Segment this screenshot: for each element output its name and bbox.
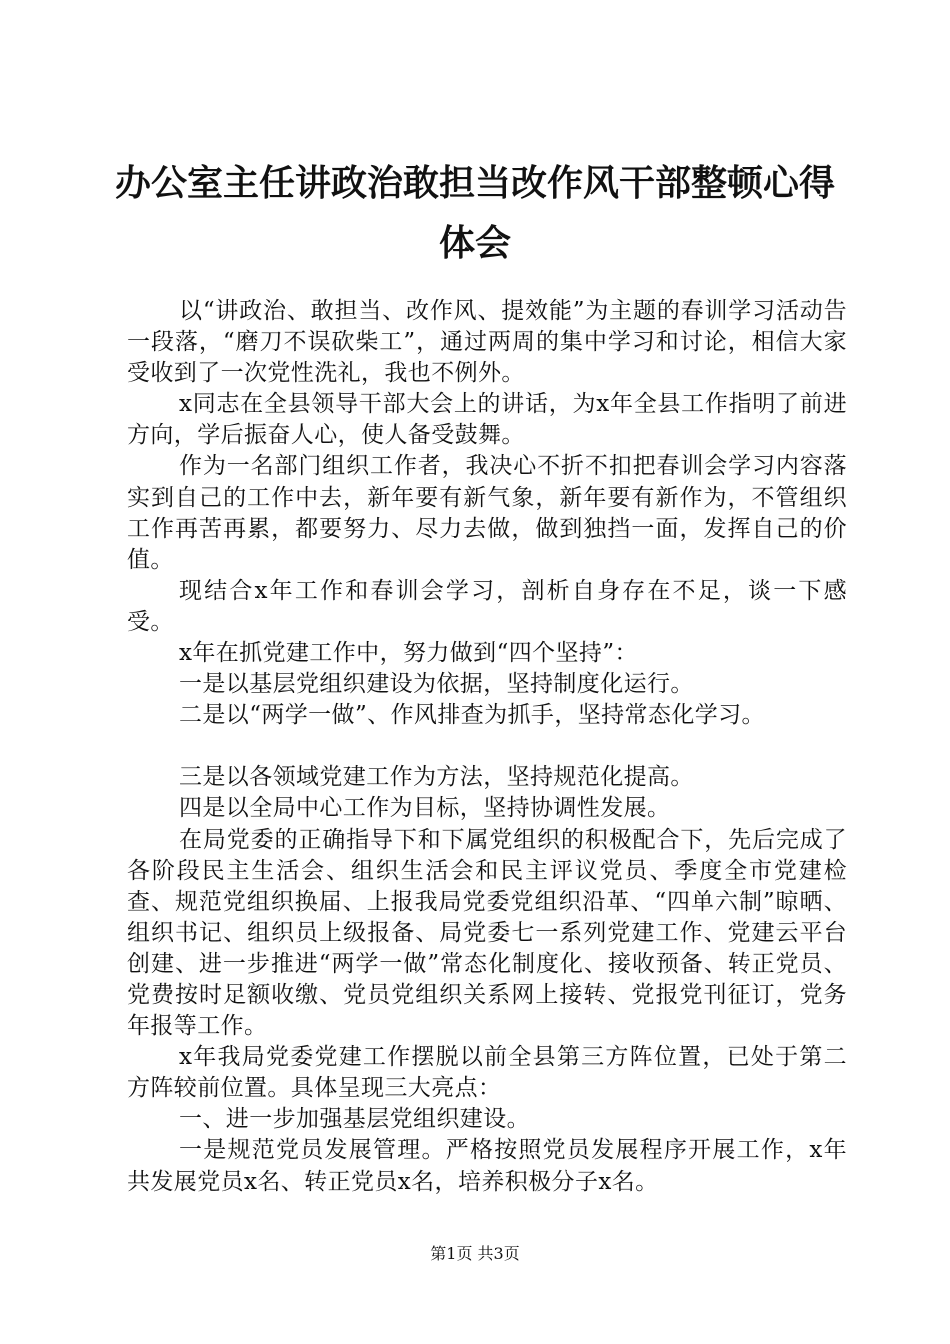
paragraph: 一、进一步加强基层党组织建设。 — [179, 1106, 530, 1133]
document-title-line-2: 体会 — [438, 223, 511, 264]
paragraph: 二是以“两学一做”、作风排查为抓手，坚持常态化学习。 — [179, 702, 765, 729]
paragraph: 以“讲政治、敢担当、改作风、提效能”为主题的春训学习活动告一段落，“磨刀不误砍柴工”，通过两周的集中学习和讨论，相信大家受收到了一次党性洗礼，我也不例外。 — [127, 298, 847, 387]
paragraph: 作为一名部门组织工作者，我决心不折不扣把春训会学习内容落实到自己的工作中去，新年要有新气象，新年要有新作为，不管组织工作再苦再累，都要努力、尽力去做，做到独挡一面，发挥自己的价值。 — [127, 453, 847, 573]
paragraph: x同志在全县领导干部大会上的讲话，为x年全县工作指明了前进方向，学后振奋人心，使人备受鼓舞。 — [127, 391, 847, 449]
document-title-line-1: 办公室主任讲政治敢担当改作风干部整顿心得 — [114, 163, 835, 204]
paragraph: 四是以全局中心工作为目标，坚持协调性发展。 — [179, 795, 671, 822]
paragraph: 三是以各领域党建工作为方法，坚持规范化提高。 — [179, 764, 694, 791]
paragraph: 现结合x年工作和春训会学习，剖析自身存在不足，谈一下感受。 — [127, 577, 847, 635]
page-number-footer: 第1页 共3页 — [430, 1244, 520, 1263]
document-body — [127, 296, 847, 1198]
paragraph: 一是规范党员发展管理。严格按照党员发展程序开展工作，x年共发展党员x名、转正党员x名，培养积极分子x名。 — [127, 1137, 847, 1195]
paragraph: 在局党委的正确指导下和下属党组织的积极配合下，先后完成了各阶段民主生活会、组织生活会和民主评议党员、季度全市党建检查、规范党组织换届、上报我局党委党组织沿革、“四单六制”晾晒、组织书记、组织员上级报备、局党委七一系列党建工作、党建云平台创建、进一步推进“两学一做”常态化制度化、接收预备、转正党员、党费按时足额收缴、党员党组织关系网上接转、党报党刊征订，党务年报等工作。 — [127, 826, 847, 1040]
paragraph: 一是以基层党组织建设为依据，坚持制度化运行。 — [179, 671, 694, 698]
paragraph: x年我局党委党建工作摆脱以前全县第三方阵位置，已处于第二方阵较前位置。具体呈现三大亮点： — [127, 1044, 847, 1102]
paragraph: x年在抓党建工作中，努力做到“四个坚持”： — [179, 640, 638, 667]
